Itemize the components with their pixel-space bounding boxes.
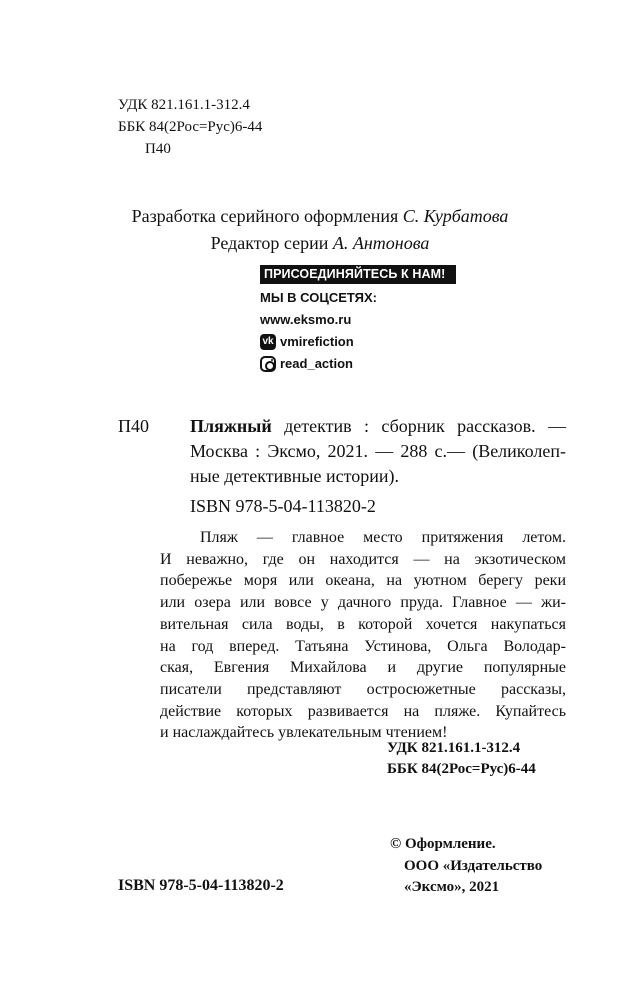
editor-name: А. Антонова: [332, 233, 430, 253]
social-heading: МЫ В СОЦСЕТЯХ:: [260, 290, 378, 305]
vk-icon: vk: [260, 334, 276, 350]
social-block: [260, 265, 456, 375]
annotation: [160, 527, 566, 744]
series-design-credit: [0, 203, 640, 230]
annotation-line: И неважно, где он находится — на экзотическом: [160, 550, 566, 568]
copyright-notice: [390, 834, 542, 899]
bibliographic-record: [190, 414, 566, 489]
instagram-icon: [260, 356, 276, 372]
annotation-line: и наслаждайтесь увлекательным чтением!: [160, 724, 448, 742]
series-credits: [0, 203, 640, 257]
annotation-line: побережье моря или океана, на уютном берегу реки: [160, 572, 566, 590]
title-rest: детектив : сборник рассказов. —: [284, 416, 567, 436]
author-mark: П40: [145, 141, 171, 157]
join-us-banner: ПРИСОЕДИНЯЙТЕСЬ К НАМ!: [260, 265, 456, 284]
annotation-line: Пляж — главное место притяжения летом.: [200, 529, 566, 546]
design-name: С. Курбатова: [402, 206, 509, 226]
copyright-line-3: «Эксмо», 2021: [404, 879, 500, 895]
bbk-code: ББК 84(2Рос=Рус)6-44: [118, 119, 263, 135]
annotation-line: писатели представляют остросюжетные рассказы,: [160, 680, 566, 698]
instagram-handle: read_action: [280, 356, 353, 371]
vk-handle: vmirefiction: [280, 334, 354, 349]
annotation-line: действие которых развивается на пляже. Купайтесь: [160, 702, 566, 720]
series-editor-credit: [0, 230, 640, 257]
biblio-line-2: Москва : Эксмо, 2021. — 288 с.— (Великолеп-: [190, 441, 566, 461]
udk-code-bottom: УДК 821.161.1-312.4: [387, 740, 521, 756]
design-label: Разработка серийного оформления: [131, 206, 399, 226]
editor-label: Редактор серии: [210, 233, 329, 253]
annotation-line: на год вперед. Татьяна Устинова, Ольга Володар-: [160, 637, 566, 655]
copyright-line-2: ООО «Издательство: [404, 857, 543, 874]
udk-code: УДК 821.161.1-312.4: [118, 97, 250, 113]
annotation-line: ская, Евгения Михайлова и другие популярные: [160, 659, 566, 677]
annotation-line: вительная сила воды, в которой хочется накупаться: [160, 615, 566, 633]
copyright-line-1: © Оформление.: [390, 836, 496, 852]
isbn: ISBN 978-5-04-113820-2: [190, 496, 376, 516]
biblio-line-3: ные детективные истории).: [190, 466, 399, 486]
classification-block: [118, 94, 262, 160]
website-link[interactable]: www.eksmo.ru: [260, 312, 352, 327]
vk-link[interactable]: [260, 331, 456, 353]
classification-bottom: [387, 738, 536, 780]
bbk-code-bottom: ББК 84(2Рос=Рус)6-44: [387, 761, 536, 777]
isbn-bottom: ISBN 978-5-04-113820-2: [118, 877, 284, 894]
biblio-line-1: [190, 414, 566, 439]
biblio-author-mark: П40: [118, 416, 149, 436]
annotation-line: или озера или вовсе у дачного пруда. Главное — жи-: [160, 594, 566, 612]
instagram-link[interactable]: [260, 353, 456, 375]
title-bold: Пляжный: [190, 416, 272, 436]
